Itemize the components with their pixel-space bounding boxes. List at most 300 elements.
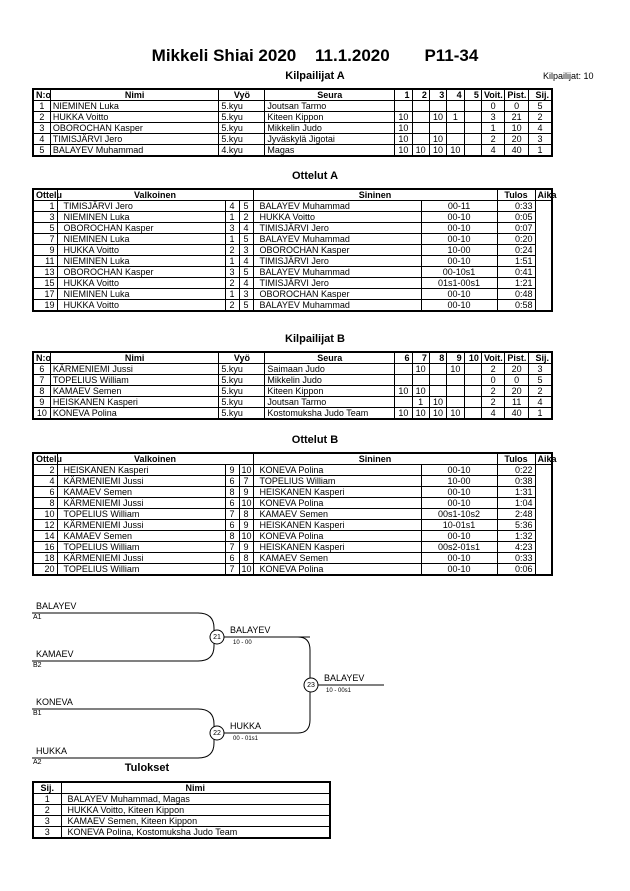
table-cell: 7 bbox=[239, 476, 253, 487]
table-cell: 3 bbox=[33, 123, 50, 134]
table-cell: 10 bbox=[395, 145, 412, 157]
table-cell: 13 bbox=[33, 267, 57, 278]
table-cell: HEISKANEN Kasperi bbox=[50, 397, 219, 408]
table-cell: BALAYEV Muhammad bbox=[253, 234, 421, 245]
table-cell: 10 bbox=[395, 123, 412, 134]
table-cell: 1 bbox=[33, 101, 50, 112]
table-cell: 4 bbox=[239, 278, 253, 289]
table-cell: 10 bbox=[429, 408, 446, 420]
competitors-count: Kilpailijat: 10 bbox=[543, 71, 594, 81]
table-cell: Joutsan Tarmo bbox=[265, 101, 395, 112]
table-cell: 00-10 bbox=[421, 256, 497, 267]
table-cell: 7 bbox=[225, 542, 239, 553]
column-header: Voit. bbox=[481, 352, 504, 364]
table-cell: 5.kyu bbox=[219, 364, 265, 375]
table-cell: 1 bbox=[225, 256, 239, 267]
table-cell: HEISKANEN Kasperi bbox=[57, 465, 225, 476]
table-cell: 3 bbox=[33, 212, 57, 223]
table-cell: 00-10 bbox=[421, 465, 497, 476]
table-cell: Mikkelin Judo bbox=[265, 375, 395, 386]
bracket-bottom-blue-seed: A2 bbox=[33, 759, 42, 766]
bracket-bottom-white: KONEVA bbox=[36, 697, 73, 707]
table-cell: 9 bbox=[239, 542, 253, 553]
table-cell: 10 bbox=[429, 112, 446, 123]
table-cell: 10 bbox=[33, 509, 57, 520]
table-cell: 10 bbox=[447, 145, 464, 157]
table-cell: 8 bbox=[33, 386, 50, 397]
column-header: Sij. bbox=[528, 89, 552, 101]
table-cell: TOPELIUS William bbox=[50, 375, 219, 386]
column-header: Seura bbox=[265, 352, 395, 364]
table-cell: OBOROCHAN Kasper bbox=[57, 223, 225, 234]
table-cell: 10-00 bbox=[421, 245, 497, 256]
table-cell: 9 bbox=[33, 245, 57, 256]
table-cell: 00-10 bbox=[421, 553, 497, 564]
table-cell: Kiteen Kippon bbox=[265, 386, 395, 397]
table-cell: 2 bbox=[33, 465, 57, 476]
table-cell: BALAYEV Muhammad bbox=[253, 300, 421, 312]
column-header: Aika bbox=[535, 453, 552, 465]
results-title: Tulokset bbox=[124, 762, 170, 774]
result-row bbox=[33, 816, 330, 827]
table-cell: 3 bbox=[481, 112, 504, 123]
table-cell: 10 bbox=[429, 397, 446, 408]
table-cell: 2 bbox=[225, 245, 239, 256]
column-header: Sij. bbox=[528, 352, 552, 364]
column-header: Ottelu bbox=[33, 453, 57, 465]
table-cell: 5.kyu bbox=[219, 112, 265, 123]
table-cell: 7 bbox=[33, 375, 50, 386]
table-cell: 00s1-10s2 bbox=[421, 509, 497, 520]
column-header: Nimi bbox=[50, 352, 219, 364]
table-cell: 20 bbox=[33, 564, 57, 576]
table-cell: KAMAEV Semen bbox=[253, 553, 421, 564]
table-cell: TOPELIUS William bbox=[253, 476, 421, 487]
table-cell: 40 bbox=[505, 145, 528, 157]
table-cell: 5:36 bbox=[497, 520, 535, 531]
table-cell: 0:05 bbox=[497, 212, 535, 223]
table-cell: BALAYEV Muhammad bbox=[253, 201, 421, 212]
table-cell: 0 bbox=[505, 101, 528, 112]
table-cell: 00-10 bbox=[421, 487, 497, 498]
result-row bbox=[33, 827, 330, 839]
table-cell: 10 bbox=[429, 145, 446, 157]
column-header: 5 bbox=[464, 89, 481, 101]
table-cell: 7 bbox=[225, 564, 239, 576]
table-cell: 00-10 bbox=[421, 223, 497, 234]
table-cell: KONEVA Polina bbox=[253, 564, 421, 576]
column-header: 9 bbox=[447, 352, 464, 364]
table-cell: 5.kyu bbox=[219, 408, 265, 420]
table-cell: 3 bbox=[239, 245, 253, 256]
table-cell: 4 bbox=[239, 256, 253, 267]
table-cell: KONEVA Polina bbox=[253, 498, 421, 509]
table-cell: 4 bbox=[481, 145, 504, 157]
table-cell: 6 bbox=[225, 553, 239, 564]
column-header: Valkoinen bbox=[57, 189, 253, 201]
table-cell: 0 bbox=[481, 375, 504, 386]
table-cell: 9 bbox=[239, 520, 253, 531]
table-cell: 2 bbox=[481, 386, 504, 397]
semi2-winner: HUKKA bbox=[230, 721, 262, 731]
column-header: 6 bbox=[395, 352, 412, 364]
column-header: Sij. bbox=[33, 782, 61, 794]
table-cell: 4.kyu bbox=[219, 145, 265, 157]
table-cell: 8 bbox=[33, 498, 57, 509]
table-cell: 1:32 bbox=[497, 531, 535, 542]
column-header: 1 bbox=[395, 89, 412, 101]
table-cell: HUKKA Voitto bbox=[57, 278, 225, 289]
table-cell: OBOROCHAN Kasper bbox=[253, 289, 421, 300]
table-cell: 0 bbox=[505, 375, 528, 386]
table-cell: 10 bbox=[395, 408, 412, 420]
table-cell: KAMAEV Semen bbox=[253, 509, 421, 520]
table-cell: NIEMINEN Luka bbox=[57, 212, 225, 223]
table-cell: 10 bbox=[395, 134, 412, 145]
table-cell: 1:04 bbox=[497, 498, 535, 509]
table-cell: 8 bbox=[239, 553, 253, 564]
table-cell: 2 bbox=[225, 278, 239, 289]
table-cell: 00-10 bbox=[421, 300, 497, 312]
table-cell: 11 bbox=[33, 256, 57, 267]
table-cell: 1 bbox=[33, 201, 57, 212]
match-22-number: 22 bbox=[213, 730, 221, 737]
table-cell: 20 bbox=[505, 134, 528, 145]
table-cell: 19 bbox=[33, 300, 57, 312]
table-cell: HEISKANEN Kasperi bbox=[253, 487, 421, 498]
column-header: 10 bbox=[464, 352, 481, 364]
table-cell: 1 bbox=[412, 397, 429, 408]
table-cell: 00-10 bbox=[421, 212, 497, 223]
table-cell: 5.kyu bbox=[219, 123, 265, 134]
table-cell: 1:31 bbox=[497, 487, 535, 498]
table-cell: Magas bbox=[265, 145, 395, 157]
column-header: Vyö bbox=[219, 352, 265, 364]
column-header: 7 bbox=[412, 352, 429, 364]
table-cell: 7 bbox=[33, 234, 57, 245]
table-cell: 20 bbox=[505, 364, 528, 375]
table-cell: 0:33 bbox=[497, 553, 535, 564]
column-header: N:o bbox=[33, 89, 50, 101]
table-cell: 1 bbox=[225, 234, 239, 245]
table-cell: OBOROCHAN Kasper bbox=[50, 123, 219, 134]
table-cell: 8 bbox=[225, 531, 239, 542]
table-cell: TIMISJÄRVI Jero bbox=[253, 278, 421, 289]
table-cell: 4 bbox=[33, 134, 50, 145]
table-cell: TIMISJÄRVI Jero bbox=[57, 201, 225, 212]
table-cell: KONEVA Polina bbox=[253, 531, 421, 542]
table-cell: 00-11 bbox=[421, 201, 497, 212]
final-winner: BALAYEV bbox=[324, 673, 365, 683]
table-cell: 10-00 bbox=[421, 476, 497, 487]
table-cell: KAMAEV Semen bbox=[57, 531, 225, 542]
table-cell: 2 bbox=[33, 805, 61, 816]
table-cell: 2 bbox=[239, 212, 253, 223]
column-header: Valkoinen bbox=[57, 453, 253, 465]
table-cell: 4 bbox=[33, 476, 57, 487]
table-cell: BALAYEV Muhammad bbox=[50, 145, 219, 157]
table-cell: 1 bbox=[528, 145, 552, 157]
column-header: Vyö bbox=[219, 89, 265, 101]
table-cell: 00-10 bbox=[421, 531, 497, 542]
table-cell: 12 bbox=[33, 520, 57, 531]
table-cell: 5.kyu bbox=[219, 375, 265, 386]
table-cell: 14 bbox=[33, 531, 57, 542]
table-cell: 00-10 bbox=[421, 564, 497, 576]
result-row bbox=[33, 805, 330, 816]
table-cell: HEISKANEN Kasperi bbox=[253, 542, 421, 553]
table-cell: 00-10 bbox=[421, 289, 497, 300]
table-cell: NIEMINEN Luka bbox=[57, 256, 225, 267]
table-cell: 0:07 bbox=[497, 223, 535, 234]
column-header: Seura bbox=[265, 89, 395, 101]
table-cell: NIEMINEN Luka bbox=[57, 234, 225, 245]
table-cell: 40 bbox=[505, 408, 528, 420]
table-cell: 1 bbox=[481, 123, 504, 134]
bracket-bottom-blue: HUKKA bbox=[36, 746, 68, 756]
table-cell: 1 bbox=[225, 212, 239, 223]
table-cell: 3 bbox=[225, 223, 239, 234]
column-header: Nimi bbox=[50, 89, 219, 101]
table-cell: 5 bbox=[239, 300, 253, 312]
event-date: 11.1.2020 bbox=[315, 46, 390, 65]
column-header: 3 bbox=[429, 89, 446, 101]
table-cell: 15 bbox=[33, 278, 57, 289]
final-score: 10 - 00s1 bbox=[326, 688, 352, 694]
table-cell: 21 bbox=[505, 112, 528, 123]
table-cell: 5 bbox=[33, 223, 57, 234]
table-cell: 01s1-00s1 bbox=[421, 278, 497, 289]
table-cell: 6 bbox=[225, 476, 239, 487]
table-cell: 0:41 bbox=[497, 267, 535, 278]
table-cell: 0:38 bbox=[497, 476, 535, 487]
table-cell: 2 bbox=[33, 112, 50, 123]
column-header: Ottelu bbox=[33, 189, 57, 201]
matches-b-title: Ottelut B bbox=[291, 434, 339, 446]
table-cell: 4 bbox=[528, 397, 552, 408]
table-cell: OBOROCHAN Kasper bbox=[57, 267, 225, 278]
table-cell: 6 bbox=[33, 364, 50, 375]
table-cell: 1 bbox=[528, 408, 552, 420]
table-cell: 10 bbox=[239, 564, 253, 576]
table-cell: 10 bbox=[395, 386, 412, 397]
table-cell: 5.kyu bbox=[219, 101, 265, 112]
table-cell: 5.kyu bbox=[219, 397, 265, 408]
match-21-number: 21 bbox=[213, 634, 221, 641]
table-cell: TIMISJÄRVI Jero bbox=[50, 134, 219, 145]
table-cell: 00s2-01s1 bbox=[421, 542, 497, 553]
matches-a-title: Ottelut A bbox=[291, 170, 339, 182]
table-cell: 17 bbox=[33, 289, 57, 300]
table-cell: 8 bbox=[225, 487, 239, 498]
table-cell: 00-10 bbox=[421, 234, 497, 245]
table-cell: 2 bbox=[225, 300, 239, 312]
table-cell: 9 bbox=[33, 397, 50, 408]
table-cell: 10 bbox=[239, 465, 253, 476]
table-cell: TOPELIUS William bbox=[57, 509, 225, 520]
table-cell: OBOROCHAN Kasper bbox=[253, 245, 421, 256]
table-cell: HUKKA Voitto bbox=[253, 212, 421, 223]
pool-a-title: Kilpailijat A bbox=[285, 70, 345, 82]
table-cell: 5.kyu bbox=[219, 386, 265, 397]
table-cell: Saimaan Judo bbox=[265, 364, 395, 375]
table-cell: KÄRMENIEMI Jussi bbox=[50, 364, 219, 375]
table-cell: 4 bbox=[225, 201, 239, 212]
table-cell: 10 bbox=[412, 408, 429, 420]
bracket-bottom-white-seed: B1 bbox=[33, 710, 42, 717]
header-row bbox=[33, 782, 330, 794]
table-cell: 4 bbox=[528, 123, 552, 134]
table-cell: 3 bbox=[528, 134, 552, 145]
table-cell: 6 bbox=[225, 520, 239, 531]
match-23-number: 23 bbox=[307, 682, 315, 689]
table-cell: BALAYEV Muhammad, Magas bbox=[61, 794, 330, 805]
bracket-top-blue: KAMAEV bbox=[36, 649, 74, 659]
table-cell: 5 bbox=[239, 234, 253, 245]
table-cell: 4 bbox=[239, 223, 253, 234]
table-cell: 9 bbox=[225, 465, 239, 476]
table-cell: BALAYEV Muhammad bbox=[253, 267, 421, 278]
table-cell: 10 bbox=[239, 531, 253, 542]
table-cell: 3 bbox=[33, 827, 61, 839]
table-cell: 11 bbox=[505, 397, 528, 408]
table-cell: 0 bbox=[481, 101, 504, 112]
table-cell: 1 bbox=[447, 112, 464, 123]
table-cell: 0:06 bbox=[497, 564, 535, 576]
table-cell: HEISKANEN Kasperi bbox=[253, 520, 421, 531]
table-cell: KONEVA Polina bbox=[50, 408, 219, 420]
table-cell: TIMISJÄRVI Jero bbox=[253, 256, 421, 267]
pool-b-title: Kilpailijat B bbox=[285, 333, 345, 345]
table-cell: Kostomuksha Judo Team bbox=[265, 408, 395, 420]
table-cell: 9 bbox=[239, 487, 253, 498]
table-cell: KAMAEV Semen bbox=[57, 487, 225, 498]
table-cell: 20 bbox=[505, 386, 528, 397]
results-table bbox=[32, 781, 331, 839]
table-cell: HUKKA Voitto bbox=[50, 112, 219, 123]
table-cell: 00-10s1 bbox=[421, 267, 497, 278]
table-cell: KONEVA Polina, Kostomuksha Judo Team bbox=[61, 827, 330, 839]
table-cell: KÄRMENIEMI Jussi bbox=[57, 498, 225, 509]
semi1-score: 10 - 00 bbox=[233, 640, 252, 646]
table-cell: 10-01s1 bbox=[421, 520, 497, 531]
table-cell: 2:48 bbox=[497, 509, 535, 520]
table-cell: Joutsan Tarmo bbox=[265, 397, 395, 408]
table-cell: 10 bbox=[239, 498, 253, 509]
table-cell: 10 bbox=[412, 386, 429, 397]
table-cell: 5 bbox=[33, 145, 50, 157]
table-cell: NIEMINEN Luka bbox=[50, 101, 219, 112]
column-header: Pist. bbox=[505, 352, 528, 364]
column-header: N:o bbox=[33, 352, 50, 364]
column-header: Tulos bbox=[497, 189, 535, 201]
table-cell: 1 bbox=[225, 289, 239, 300]
column-header: Sininen bbox=[253, 189, 497, 201]
table-cell: TIMISJÄRVI Jero bbox=[253, 223, 421, 234]
table-cell: 3 bbox=[239, 289, 253, 300]
table-cell: 0:58 bbox=[497, 300, 535, 312]
table-cell: 0:33 bbox=[497, 201, 535, 212]
table-cell: TOPELIUS William bbox=[57, 542, 225, 553]
table-cell: 6 bbox=[225, 498, 239, 509]
table-cell: 0:24 bbox=[497, 245, 535, 256]
column-header: 8 bbox=[429, 352, 446, 364]
result-row bbox=[33, 794, 330, 805]
table-cell: 3 bbox=[33, 816, 61, 827]
table-cell: KÄRMENIEMI Jussi bbox=[57, 476, 225, 487]
column-header: 2 bbox=[412, 89, 429, 101]
table-cell: HUKKA Voitto bbox=[57, 245, 225, 256]
column-header: Aika bbox=[535, 189, 552, 201]
table-cell: Kiteen Kippon bbox=[265, 112, 395, 123]
table-cell: 5 bbox=[528, 101, 552, 112]
table-cell: 1 bbox=[33, 794, 61, 805]
table-cell: 2 bbox=[528, 386, 552, 397]
table-cell: Mikkelin Judo bbox=[265, 123, 395, 134]
event-name: Mikkeli Shiai 2020 bbox=[151, 46, 297, 65]
table-cell: 10 bbox=[447, 364, 464, 375]
table-cell: 1:51 bbox=[497, 256, 535, 267]
table-cell: HUKKA Voitto bbox=[57, 300, 225, 312]
table-cell: 00-10 bbox=[421, 498, 497, 509]
table-cell: 5 bbox=[239, 201, 253, 212]
table-cell: NIEMINEN Luka bbox=[57, 289, 225, 300]
table-cell: 5 bbox=[239, 267, 253, 278]
category: P11-34 bbox=[424, 46, 479, 65]
table-cell: KÄRMENIEMI Jussi bbox=[57, 520, 225, 531]
table-cell: 0:22 bbox=[497, 465, 535, 476]
table-cell: 4:23 bbox=[497, 542, 535, 553]
table-cell: 18 bbox=[33, 553, 57, 564]
bracket-top-white: BALAYEV bbox=[36, 601, 77, 611]
table-cell: 10 bbox=[447, 408, 464, 420]
column-header: Nimi bbox=[61, 782, 330, 794]
table-cell: 10 bbox=[505, 123, 528, 134]
table-cell: 16 bbox=[33, 542, 57, 553]
bracket-top-white-seed: A1 bbox=[33, 614, 42, 621]
table-cell: KAMAEV Semen, Kiteen Kippon bbox=[61, 816, 330, 827]
bracket-top-blue-seed: B2 bbox=[33, 662, 42, 669]
table-cell: 2 bbox=[528, 112, 552, 123]
table-cell: 1:21 bbox=[497, 278, 535, 289]
table-cell: 10 bbox=[412, 145, 429, 157]
table-cell: 3 bbox=[528, 364, 552, 375]
table-cell: 10 bbox=[429, 134, 446, 145]
table-cell: 0:48 bbox=[497, 289, 535, 300]
table-cell: 5 bbox=[528, 375, 552, 386]
table-cell: TOPELIUS William bbox=[57, 564, 225, 576]
table-cell: 2 bbox=[481, 134, 504, 145]
table-cell: KONEVA Polina bbox=[253, 465, 421, 476]
column-header: Pist. bbox=[505, 89, 528, 101]
table-cell: KÄRMENIEMI Jussi bbox=[57, 553, 225, 564]
table-cell: 5.kyu bbox=[219, 134, 265, 145]
table-cell: 10 bbox=[33, 408, 50, 420]
column-header: Tulos bbox=[497, 453, 535, 465]
table-cell: 10 bbox=[395, 112, 412, 123]
column-header: 4 bbox=[447, 89, 464, 101]
table-cell: 6 bbox=[33, 487, 57, 498]
table-cell: 0:20 bbox=[497, 234, 535, 245]
table-cell: 8 bbox=[239, 509, 253, 520]
table-cell: KAMAEV Semen bbox=[50, 386, 219, 397]
semi1-winner: BALAYEV bbox=[230, 625, 271, 635]
table-cell: 4 bbox=[481, 408, 504, 420]
table-cell: 10 bbox=[412, 364, 429, 375]
semi2-score: 00 - 01s1 bbox=[233, 736, 259, 742]
table-cell: 7 bbox=[225, 509, 239, 520]
table-cell: Jyväskylä Jigotai bbox=[265, 134, 395, 145]
